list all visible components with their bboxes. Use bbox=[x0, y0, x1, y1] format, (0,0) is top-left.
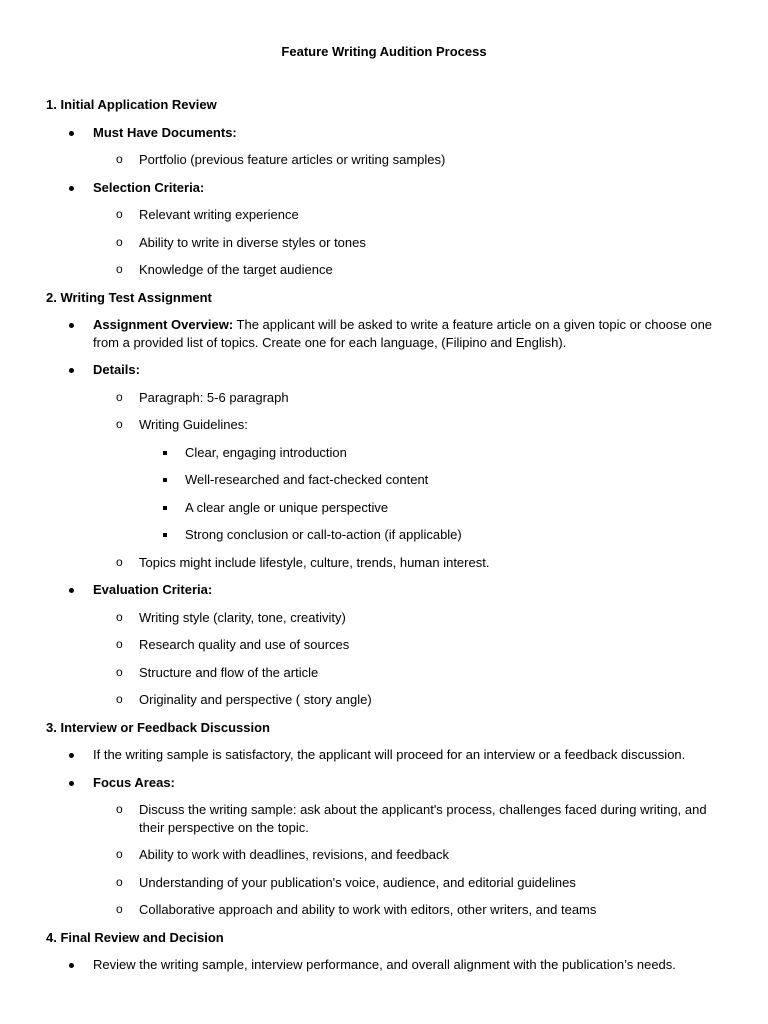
document-title: Feature Writing Audition Process bbox=[281, 44, 487, 59]
circle-bullet-icon: o bbox=[116, 262, 123, 276]
list-item-text: Ability to write in diverse styles or tones bbox=[139, 234, 366, 250]
list-item-text: Discuss the writing sample: ask about the applicant's process, challenges faced during writing, and their perspective on the topic. bbox=[139, 802, 707, 835]
list-item-text: Review the writing sample, interview performance, and overall alignment with the publication’s needs. bbox=[93, 957, 676, 972]
section-2-heading: 2. Writing Test Assignment bbox=[46, 289, 212, 305]
circle-bullet-icon: o bbox=[116, 152, 123, 166]
assignment-overview-text: The applicant will be asked to write a feature article on a given topic or choose one from a provided list of topics. Create one for each language, (Filipino and English). bbox=[93, 317, 713, 350]
list-item bbox=[116, 874, 714, 902]
list-item-text: If the writing sample is satisfactory, the applicant will proceed for an interview or a feedback discussion. bbox=[93, 747, 686, 762]
list-item bbox=[116, 901, 714, 929]
details-label: Details: bbox=[93, 362, 140, 377]
focus-areas-label: Focus Areas: bbox=[93, 774, 175, 790]
list-item bbox=[185, 499, 715, 527]
list-item bbox=[93, 316, 713, 361]
list-item bbox=[116, 846, 714, 874]
circle-bullet-icon: o bbox=[116, 207, 123, 221]
circle-bullet-icon: o bbox=[116, 874, 123, 889]
list-item bbox=[93, 361, 713, 389]
circle-bullet-icon: o bbox=[116, 902, 123, 916]
assignment-overview bbox=[93, 316, 713, 351]
list-item-text: Strong conclusion or call-to-action (if applicable) bbox=[185, 527, 462, 542]
list-item-text: Topics might include lifestyle, culture, trends, human interest. bbox=[139, 554, 490, 570]
must-have-label: Must Have Documents: bbox=[93, 124, 237, 140]
list-item bbox=[116, 261, 714, 289]
circle-bullet-icon: o bbox=[116, 389, 123, 404]
list-item-text: Relevant writing experience bbox=[139, 207, 299, 222]
evaluation-criteria-label: Evaluation Criteria: bbox=[93, 582, 213, 597]
circle-bullet-icon: o bbox=[116, 664, 123, 679]
list-item bbox=[116, 416, 714, 444]
circle-bullet-icon: o bbox=[116, 847, 123, 861]
circle-bullet-icon: o bbox=[116, 554, 123, 569]
circle-bullet-icon: o bbox=[116, 692, 123, 706]
list-item bbox=[116, 609, 714, 637]
list-item bbox=[116, 636, 714, 664]
list-item bbox=[93, 774, 713, 802]
list-item-text: Knowledge of the target audience bbox=[139, 262, 333, 277]
list-item-text: A clear angle or unique perspective bbox=[185, 499, 389, 515]
list-item-text: Ability to work with deadlines, revisions, and feedback bbox=[139, 847, 449, 862]
list-item bbox=[116, 554, 714, 582]
list-item-text: Structure and flow of the article bbox=[139, 664, 319, 680]
circle-bullet-icon: o bbox=[116, 637, 123, 651]
list-item bbox=[116, 389, 714, 417]
section-3-heading: 3. Interview or Feedback Discussion bbox=[46, 719, 270, 735]
selection-criteria-label: Selection Criteria: bbox=[93, 179, 205, 195]
list-item bbox=[116, 664, 714, 692]
document-body bbox=[0, 96, 768, 984]
section-4-heading: 4. Final Review and Decision bbox=[46, 929, 224, 945]
writing-guidelines-label: Writing Guidelines: bbox=[139, 417, 248, 432]
list-item bbox=[185, 526, 715, 554]
circle-bullet-icon: o bbox=[116, 234, 123, 249]
list-item bbox=[93, 581, 713, 609]
section-1-heading: 1. Initial Application Review bbox=[46, 97, 217, 112]
list-item bbox=[116, 801, 714, 846]
list-item bbox=[93, 179, 713, 207]
list-item-text: Research quality and use of sources bbox=[139, 637, 350, 652]
list-item-text: Paragraph: 5-6 paragraph bbox=[139, 389, 289, 405]
assignment-overview-label: Assignment Overview: bbox=[93, 317, 234, 332]
list-item-text: Clear, engaging introduction bbox=[185, 444, 347, 460]
list-item bbox=[93, 124, 713, 152]
circle-bullet-icon: o bbox=[116, 802, 123, 816]
circle-bullet-icon: o bbox=[116, 417, 123, 431]
list-item-text: Collaborative approach and ability to work with editors, other writers, and teams bbox=[139, 902, 597, 917]
list-item bbox=[116, 691, 714, 719]
list-item-text: Originality and perspective ( story angle) bbox=[139, 692, 372, 707]
list-item-text: Writing style (clarity, tone, creativity) bbox=[139, 609, 346, 625]
circle-bullet-icon: o bbox=[116, 609, 123, 624]
list-item bbox=[185, 471, 715, 499]
list-item bbox=[185, 444, 715, 472]
list-item bbox=[116, 151, 714, 179]
list-item bbox=[93, 956, 713, 984]
list-item bbox=[116, 206, 714, 234]
list-item-text: Well-researched and fact-checked content bbox=[185, 472, 429, 487]
list-item-text: Portfolio (previous feature articles or writing samples) bbox=[139, 152, 446, 167]
list-item bbox=[93, 746, 713, 774]
list-item-text: Understanding of your publication's voice, audience, and editorial guidelines bbox=[139, 874, 576, 890]
list-item bbox=[116, 234, 714, 262]
